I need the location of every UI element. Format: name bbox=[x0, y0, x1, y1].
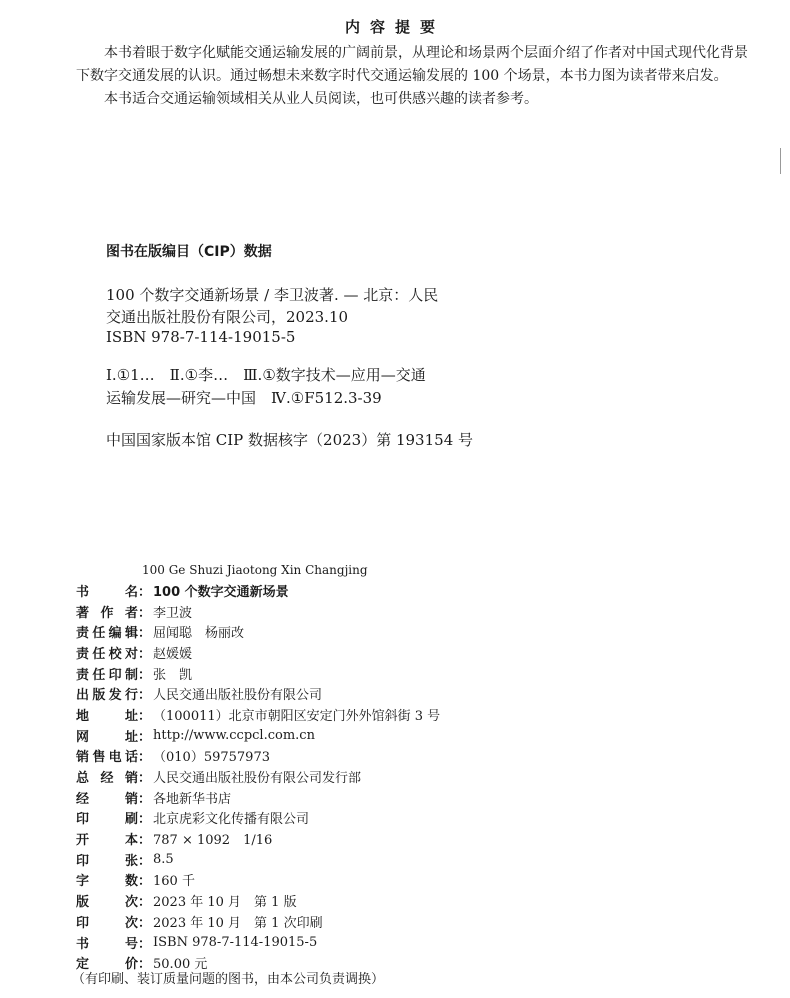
info-colon: ： bbox=[138, 771, 152, 787]
info-value: 100 个数字交通新场景 bbox=[153, 584, 289, 600]
info-label-char: 经 bbox=[100, 771, 114, 787]
info-colon: ： bbox=[138, 708, 152, 724]
info-label-char: 辑 bbox=[124, 626, 138, 642]
info-colon: ： bbox=[138, 605, 152, 621]
info-row bbox=[76, 663, 440, 684]
info-label-char: 本 bbox=[124, 833, 138, 849]
info-label-char: 校 bbox=[108, 646, 122, 662]
info-row bbox=[76, 849, 440, 870]
info-colon: ： bbox=[138, 791, 152, 807]
info-label-char: 定 bbox=[76, 957, 90, 973]
info-label bbox=[76, 705, 138, 724]
publication-info bbox=[76, 580, 440, 973]
info-row bbox=[76, 766, 440, 787]
info-label-char: 网 bbox=[76, 729, 90, 745]
info-label bbox=[76, 870, 138, 889]
info-label-char: 销 bbox=[124, 771, 138, 787]
info-value: 张 凯 bbox=[153, 667, 193, 683]
info-colon: ： bbox=[138, 688, 152, 704]
info-colon: ： bbox=[138, 626, 152, 642]
info-row bbox=[76, 911, 440, 932]
info-row bbox=[76, 890, 440, 911]
info-row bbox=[76, 601, 440, 622]
info-value: （010）59757973 bbox=[153, 750, 270, 766]
info-label-char: 书 bbox=[76, 936, 90, 952]
info-label-char: 次 bbox=[124, 895, 138, 911]
info-row bbox=[76, 746, 440, 767]
info-colon: ： bbox=[138, 833, 152, 849]
info-label-char: 版 bbox=[76, 895, 90, 911]
cip-line: 交通出版社股份有限公司，2023.10 bbox=[106, 308, 349, 326]
summary-paragraph: 本书着眼于数字化赋能交通运输发展的广阔前景，从理论和场景两个层面介绍了作者对中国式现代化背景下数字交通发展的认识。通过畅想未来数字时代交通运输发展的 100 个场景，本书力图为读者带来启发。 bbox=[76, 45, 748, 84]
info-label-char: 总 bbox=[76, 771, 90, 787]
info-label bbox=[76, 664, 138, 683]
info-label-char: 刷 bbox=[124, 812, 138, 828]
info-label-char: 印 bbox=[76, 915, 90, 931]
info-value: 人民交通出版社股份有限公司发行部 bbox=[153, 771, 362, 787]
info-label-char: 作 bbox=[100, 605, 114, 621]
info-label-char: 书 bbox=[76, 584, 90, 600]
info-value: 2023 年 10 月 第 1 次印刷 bbox=[153, 915, 323, 931]
info-label-char: 销 bbox=[124, 791, 138, 807]
info-row bbox=[76, 870, 440, 891]
info-value: ISBN 978-7-114-19015-5 bbox=[153, 934, 318, 950]
info-label-char: 任 bbox=[92, 626, 106, 642]
info-label-char: 责 bbox=[76, 626, 90, 642]
info-label bbox=[76, 602, 138, 621]
info-value: 50.00 元 bbox=[153, 957, 208, 973]
info-row bbox=[76, 704, 440, 725]
scan-mark bbox=[780, 148, 787, 174]
info-label bbox=[76, 850, 138, 869]
info-row bbox=[76, 642, 440, 663]
info-label-char: 张 bbox=[124, 853, 138, 869]
summary-paragraph: 本书适合交通运输领域相关从业人员阅读，也可供感兴趣的读者参考。 bbox=[104, 91, 538, 107]
cip-line: 运输发展—研究—中国 Ⅳ.①F512.3-39 bbox=[106, 389, 382, 407]
cip-line: 中国国家版本馆 CIP 数据核字（2023）第 193154 号 bbox=[106, 431, 474, 449]
info-label-char: 址 bbox=[124, 729, 138, 745]
info-label-char: 印 bbox=[76, 812, 90, 828]
info-label-char: 任 bbox=[92, 667, 106, 683]
info-label-char: 任 bbox=[92, 646, 106, 662]
info-value: 人民交通出版社股份有限公司 bbox=[153, 688, 323, 704]
info-label bbox=[76, 643, 138, 662]
info-colon: ： bbox=[138, 584, 152, 600]
info-label bbox=[76, 912, 138, 931]
info-label-char: 责 bbox=[76, 667, 90, 683]
info-colon: ： bbox=[138, 667, 152, 683]
info-label bbox=[76, 829, 138, 848]
info-label bbox=[76, 581, 138, 600]
info-label-char: 经 bbox=[76, 791, 90, 807]
summary-body bbox=[76, 42, 752, 111]
info-label-char: 价 bbox=[124, 957, 138, 973]
info-label-char: 话 bbox=[124, 750, 138, 766]
info-row bbox=[76, 932, 440, 953]
info-value: 8.5 bbox=[153, 851, 174, 867]
info-colon: ： bbox=[138, 646, 152, 662]
info-colon: ： bbox=[138, 874, 152, 890]
info-colon: ： bbox=[138, 729, 152, 745]
info-colon: ： bbox=[138, 853, 152, 869]
cip-line: Ⅰ.①1… Ⅱ.①李… Ⅲ.①数字技术—应用—交通 bbox=[106, 366, 426, 384]
info-label-char: 售 bbox=[92, 750, 106, 766]
info-label-char: 号 bbox=[124, 936, 138, 952]
info-label-char: 著 bbox=[76, 605, 90, 621]
info-label bbox=[76, 808, 138, 827]
info-colon: ： bbox=[138, 915, 152, 931]
info-label bbox=[76, 726, 138, 745]
info-label bbox=[76, 684, 138, 703]
info-label-char: 数 bbox=[124, 874, 138, 890]
info-label bbox=[76, 622, 138, 641]
info-label-char: 者 bbox=[124, 605, 138, 621]
cip-heading: 图书在版编目（CIP）数据 bbox=[106, 244, 272, 260]
info-label-char: 销 bbox=[76, 750, 90, 766]
info-label-char: 开 bbox=[76, 833, 90, 849]
info-colon: ： bbox=[138, 812, 152, 828]
info-label-char: 址 bbox=[124, 708, 138, 724]
info-value: 屈闻聪 杨丽改 bbox=[153, 626, 245, 642]
info-label-char: 印 bbox=[108, 667, 122, 683]
info-label-char: 责 bbox=[76, 646, 90, 662]
pinyin-title: 100 Ge Shuzi Jiaotong Xin Changjing bbox=[142, 563, 368, 577]
info-value: 160 千 bbox=[153, 874, 195, 890]
info-colon: ： bbox=[138, 936, 152, 952]
info-label-char: 出 bbox=[76, 688, 90, 704]
cip-line: ISBN 978-7-114-19015-5 bbox=[106, 328, 296, 346]
info-value: http://www.ccpcl.com.cn bbox=[153, 727, 315, 743]
info-value: 李卫波 bbox=[153, 605, 193, 621]
info-value: 赵媛媛 bbox=[153, 646, 193, 662]
info-label bbox=[76, 746, 138, 765]
info-label-char: 名 bbox=[124, 584, 138, 600]
info-row bbox=[76, 787, 440, 808]
info-label bbox=[76, 767, 138, 786]
info-row bbox=[76, 683, 440, 704]
cip-line: 100 个数字交通新场景 / 李卫波著. — 北京：人民 bbox=[106, 286, 439, 304]
info-label-char: 对 bbox=[124, 646, 138, 662]
info-label-char: 字 bbox=[76, 874, 90, 890]
info-label-char: 印 bbox=[76, 853, 90, 869]
info-row bbox=[76, 828, 440, 849]
info-label bbox=[76, 891, 138, 910]
info-label-char: 编 bbox=[108, 626, 122, 642]
info-value: 2023 年 10 月 第 1 版 bbox=[153, 895, 297, 911]
info-value: 北京虎彩文化传播有限公司 bbox=[153, 812, 310, 828]
info-row bbox=[76, 621, 440, 642]
info-colon: ： bbox=[138, 957, 152, 973]
info-value: 各地新华书店 bbox=[153, 791, 232, 807]
info-label-char: 版 bbox=[92, 688, 106, 704]
info-row bbox=[76, 725, 440, 746]
summary-title: 内容提要 bbox=[344, 18, 445, 36]
info-label bbox=[76, 933, 138, 952]
info-label-char: 地 bbox=[76, 708, 90, 724]
info-value: 787 × 1092 1/16 bbox=[153, 833, 273, 849]
info-row bbox=[76, 808, 440, 829]
info-label-char: 次 bbox=[124, 915, 138, 931]
info-value: （100011）北京市朝阳区安定门外外馆斜街 3 号 bbox=[153, 708, 441, 724]
info-colon: ： bbox=[138, 895, 152, 911]
info-label bbox=[76, 788, 138, 807]
info-colon: ： bbox=[138, 750, 152, 766]
info-label-char: 行 bbox=[124, 688, 138, 704]
quality-note: （有印刷、装订质量问题的图书，由本公司负责调换） bbox=[72, 972, 385, 987]
info-row bbox=[76, 580, 440, 601]
info-label-char: 电 bbox=[108, 750, 122, 766]
info-label-char: 制 bbox=[124, 667, 138, 683]
info-label-char: 发 bbox=[108, 688, 122, 704]
